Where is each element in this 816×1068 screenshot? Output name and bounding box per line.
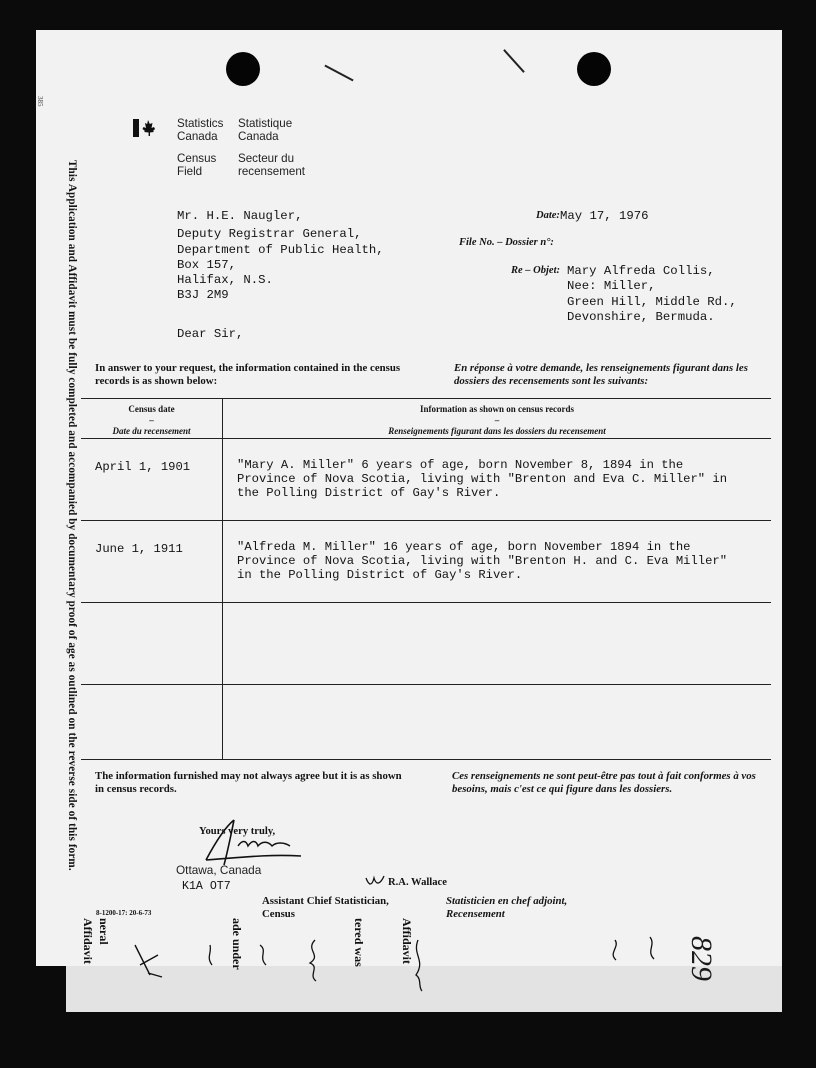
handwritten-number: 829: [685, 936, 718, 981]
salutation: Dear Sir,: [177, 327, 244, 341]
closing: Yours very truly,: [199, 826, 276, 837]
census-info-cell: "Mary A. Miller" 6 years of age, born November 8, 1894 in the Province of Nova Scotia, living with "Brenton and Eva C. Miller" in the Polling District of Gay's River.: [237, 458, 728, 500]
table-header-row: [81, 399, 771, 439]
intro-french: En réponse à votre demande, les renseignements figurant dans les dossiers des recensements sont les suivants:: [454, 362, 748, 387]
signer-title-fr: Statisticien en chef adjoint, Recensement: [446, 895, 568, 920]
census-date-cell: April 1, 1901: [95, 460, 191, 474]
intro-english: In answer to your request, the information contained in the census records is as shown below:: [95, 362, 401, 387]
header-information: Information as shown on census records – Renseignements figurant dans les dossiers du recensement: [223, 399, 772, 439]
postal-code: K1A OT7: [182, 880, 231, 893]
handwritten-signature: [176, 810, 326, 870]
underlying-form-text: neral: [97, 918, 111, 945]
census-date-cell: [81, 603, 222, 624]
side-instruction: This Application and Affidavit must be fully completed and accompanied by documentary proof of age as outlined on the reverse side of this form.: [66, 160, 78, 871]
table-row: [81, 685, 771, 760]
punch-hole-right: [577, 52, 611, 86]
maple-leaf-flag-logo: [133, 119, 161, 137]
margin-number: 385: [36, 96, 44, 107]
city: Ottawa, Canada: [176, 863, 262, 877]
header-census-date: Census date – Date du recensement: [81, 399, 223, 439]
census-info-cell: [223, 685, 771, 704]
department-en: Census Field: [177, 152, 217, 178]
signer-name: R.A. Wallace: [388, 877, 447, 888]
signer-title-en: Assistant Chief Statistician, Census: [262, 895, 389, 920]
census-date-cell: June 1, 1911: [95, 542, 183, 556]
date-label: Date:: [536, 210, 560, 221]
census-records-table: [81, 398, 771, 760]
agency-name-en: Statistics Canada: [177, 117, 224, 143]
census-info-cell: "Alfreda M. Miller" 16 years of age, born November 1894 in the Province of Nova Scotia, living with "Brenton H. and C. Eva Miller" in the Polling District of Gay's River.: [237, 540, 728, 582]
subject-details: Mary Alfreda Collis, Nee: Miller, Green Hill, Middle Rd., Devonshire, Bermuda.: [567, 264, 737, 325]
form-code: 8-1200-17: 20-6-73: [96, 909, 152, 917]
letter-date: May 17, 1976: [560, 209, 649, 223]
table-row: [81, 521, 771, 603]
re-label: Re – Objet:: [511, 265, 560, 276]
table-row: [81, 603, 771, 685]
underlying-form-text: tered was: [352, 918, 366, 967]
underlying-form-text: Affidavit: [81, 918, 95, 964]
disclaimer-french: Ces renseignements ne sont peut-être pas tout à fait conformes à vos besoins, mais c'est ce qui figure dans les dossiers.: [452, 770, 756, 795]
census-info-cell: [223, 603, 771, 622]
table-row: [81, 439, 771, 521]
underlying-form-text: Affidavit: [400, 918, 414, 964]
file-number-label: File No. – Dossier n°:: [459, 237, 554, 248]
underlying-form-text: ade under: [230, 918, 244, 970]
recipient-address: Mr. H.E. Naugler, Deputy Registrar General, Department of Public Health, Box 157, Halifax, N.S. B3J 2M9: [177, 209, 384, 303]
signer-mark: [364, 874, 386, 888]
agency-name-fr: Statistique Canada: [238, 117, 293, 143]
disclaimer-english: The information furnished may not always agree but it is as shown in census records.: [95, 770, 402, 795]
punch-hole-left: [226, 52, 260, 86]
department-fr: Secteur du recensement: [238, 152, 306, 178]
census-date-cell: [81, 685, 222, 706]
